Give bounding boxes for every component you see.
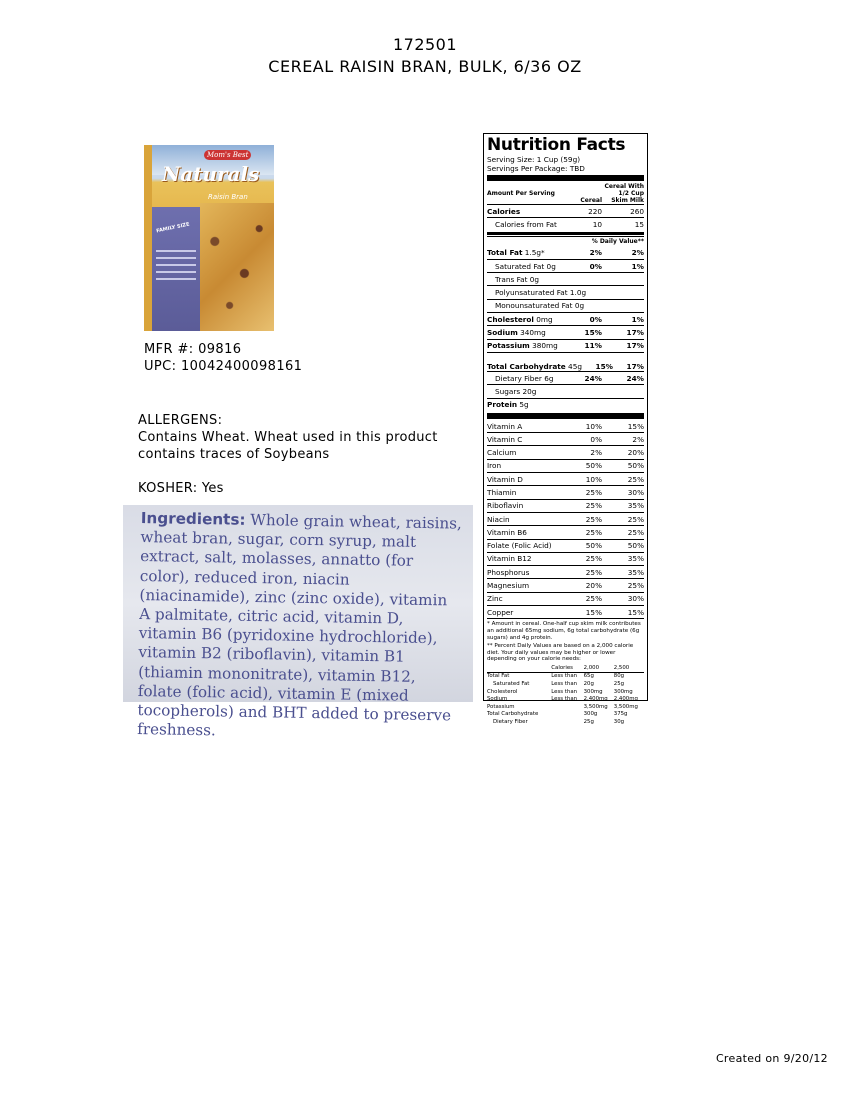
- box-badge: FAMILY SIZE: [155, 221, 191, 235]
- nutrient-name: Sugars 20g: [495, 386, 537, 396]
- nutrient-dv-milk: 17%: [626, 328, 644, 338]
- dv-table-cell: Less than: [551, 673, 578, 680]
- vitamin-name: Vitamin B6: [487, 527, 527, 537]
- vitamin-row: [487, 592, 644, 605]
- col-milk: Cereal With 1/2 Cup Skim Milk: [604, 183, 644, 204]
- nutrient-row: [487, 384, 644, 397]
- allergens-label: ALLERGENS:: [138, 413, 223, 428]
- vitamin-name: Folate (Folic Acid): [487, 541, 552, 551]
- box-variety: Raisin Bran: [208, 193, 248, 201]
- dv-table-row: [487, 665, 644, 673]
- nutrient-row: [487, 398, 644, 411]
- vitamin-name: Vitamin B12: [487, 554, 532, 564]
- dv-table-cell: 2,400mg: [613, 696, 638, 703]
- dv-table-cell: Less than: [551, 696, 578, 703]
- vitamin-dv-cereal: 25%: [585, 554, 602, 564]
- nutrient-row: [487, 371, 644, 384]
- vitamin-row: [487, 578, 644, 591]
- daily-value-table: [487, 665, 644, 727]
- dv-table-row: [487, 681, 644, 689]
- vitamin-dv-milk: 50%: [627, 461, 644, 471]
- dv-table-row: [487, 696, 644, 704]
- vitamin-dv-milk: 15%: [627, 607, 644, 617]
- vitamin-dv-milk: 35%: [627, 567, 644, 577]
- vitamin-name: Riboflavin: [487, 501, 524, 511]
- vitamin-name: Phosphorus: [487, 567, 530, 577]
- dv-table-cell: Potassium: [487, 703, 515, 710]
- vitamin-dv-cereal: 50%: [585, 541, 602, 551]
- vitamin-dv-cereal: 15%: [585, 607, 602, 617]
- dv-table-cell: Total Fat: [487, 673, 510, 680]
- vitamin-list: [487, 420, 644, 618]
- nutrient-name: Sodium 340mg: [487, 328, 546, 338]
- vitamin-dv-cereal: 25%: [585, 487, 602, 497]
- vitamin-dv-milk: 35%: [627, 554, 644, 564]
- dv-table-cell: Calories: [551, 665, 583, 673]
- dv-table-row: [487, 711, 644, 719]
- dv-table-cell: [551, 711, 583, 719]
- dv-table-cell: 20g: [583, 681, 594, 688]
- dv-table-cell: [551, 704, 583, 712]
- nutrient-name: Trans Fat 0g: [495, 274, 540, 284]
- vitamin-row: [487, 485, 644, 498]
- ingredients-block: [137, 509, 463, 745]
- vitamin-name: Niacin: [487, 514, 510, 524]
- vitamin-dv-cereal: 20%: [585, 581, 602, 591]
- nutrient-list: [487, 247, 644, 411]
- dv-table-cell: 30g: [613, 719, 625, 726]
- vitamin-row: [487, 512, 644, 525]
- vitamin-dv-cereal: 25%: [585, 514, 602, 524]
- nutrient-row: [487, 247, 644, 259]
- nutrition-title: Nutrition Facts: [487, 135, 626, 155]
- nutrient-row: [487, 299, 644, 312]
- upc-code: UPC: 10042400098161: [144, 359, 303, 374]
- nutrient-dv-cereal: 0%: [589, 314, 602, 324]
- box-brand-logo: Mom's Best: [204, 150, 251, 160]
- dv-table-cell: Saturated Fat: [493, 681, 530, 688]
- dv-table-cell: [487, 665, 551, 673]
- col-amount: Amount Per Serving: [487, 190, 555, 197]
- dv-table-row: [487, 673, 644, 681]
- created-date: Created on 9/20/12: [715, 1052, 828, 1065]
- dv-table-cell: 65g: [583, 673, 594, 680]
- vitamin-name: Calcium: [487, 448, 517, 458]
- dv-table-cell: [551, 719, 583, 727]
- vitamin-row: [487, 539, 644, 552]
- vitamin-dv-cereal: 2%: [590, 448, 602, 458]
- nutrient-name: Monounsaturated Fat 0g: [495, 301, 585, 311]
- nutrient-name: Potassium 380mg: [487, 341, 558, 351]
- product-title: CEREAL RAISIN BRAN, BULK, 6/36 OZ: [268, 57, 582, 76]
- vitamin-dv-cereal: 0%: [590, 434, 602, 444]
- vitamin-name: Thiamin: [487, 487, 517, 497]
- nutrient-dv-milk: 1%: [631, 314, 644, 324]
- dv-table-cell: 2,500: [614, 665, 644, 673]
- ingredients-label: Ingredients:: [140, 509, 246, 529]
- nutrient-dv-cereal: 15%: [584, 328, 602, 338]
- vitamin-dv-cereal: 50%: [585, 461, 602, 471]
- dv-table-cell: 3,500mg: [613, 703, 638, 710]
- vitamin-dv-milk: 25%: [627, 474, 644, 484]
- footnote-2: ** Percent Daily Values are based on a 2,000 calorie diet. Your daily values may be higher or lower depending on your calorie needs:: [487, 643, 634, 663]
- vitamin-dv-cereal: 25%: [585, 567, 602, 577]
- vitamin-name: Vitamin A: [487, 421, 523, 431]
- nutrient-name: Total Carbohydrate 45g: [487, 361, 582, 371]
- dv-table-cell: Less than: [551, 688, 578, 695]
- nutrition-facts-panel: [483, 133, 648, 726]
- dv-table-row: [487, 719, 644, 727]
- vitamin-name: Copper: [487, 607, 514, 617]
- nutrient-row: [487, 352, 644, 371]
- nutrient-dv-milk: 17%: [626, 361, 644, 371]
- nutrient-dv-milk: 2%: [631, 248, 644, 258]
- serving-size: Serving Size: 1 Cup (59g): [487, 155, 581, 164]
- col-cereal: Cereal: [580, 197, 602, 204]
- nutrient-row: [487, 272, 644, 285]
- item-number: 172501: [392, 35, 458, 54]
- daily-value-header: % Daily Value**: [487, 236, 644, 247]
- ingredients-photo: [123, 505, 473, 740]
- vitamin-name: Iron: [487, 461, 502, 471]
- vitamin-dv-cereal: 25%: [585, 501, 602, 511]
- vitamin-name: Vitamin D: [487, 474, 523, 484]
- nutrient-row: [487, 312, 644, 325]
- dv-table-cell: 2,000: [584, 665, 614, 673]
- vitamin-dv-milk: 30%: [627, 487, 644, 497]
- vitamin-dv-milk: 50%: [627, 541, 644, 551]
- column-header: [487, 182, 644, 204]
- dv-table-cell: Cholesterol: [487, 688, 518, 695]
- vitamin-row: [487, 420, 644, 432]
- vitamin-row: [487, 565, 644, 578]
- dv-table-cell: Sodium: [487, 696, 508, 703]
- nutrient-name: Polyunsaturated Fat 1.0g: [495, 288, 587, 298]
- nutrient-dv-cereal: 11%: [584, 341, 602, 351]
- vitamin-dv-milk: 25%: [627, 581, 644, 591]
- nutrient-row: [487, 285, 644, 298]
- vitamin-dv-cereal: 10%: [585, 474, 602, 484]
- vitamin-row: [487, 605, 644, 618]
- kosher-status: KOSHER: Yes: [138, 481, 224, 496]
- footnote-1: * Amount in cereal. One-half cup skim milk contributes an additional 65mg sodium, 6g total carbohydrate (6g sugars) and 4g protein.: [487, 621, 641, 641]
- dv-table-cell: 25g: [613, 681, 625, 688]
- vitamin-dv-cereal: 10%: [585, 421, 602, 431]
- nutrient-name: Saturated Fat 0g: [495, 261, 556, 271]
- mfr-number: MFR #: 09816: [144, 342, 242, 357]
- footnotes: [487, 621, 644, 663]
- nutrient-row: [487, 259, 644, 272]
- dv-table-row: [487, 689, 644, 697]
- dv-table-cell: 3,500mg: [583, 703, 608, 710]
- vitamin-name: Zinc: [487, 594, 503, 604]
- vitamin-row: [487, 472, 644, 485]
- nutrient-dv-cereal: 15%: [595, 361, 613, 371]
- product-box-image: [144, 145, 274, 331]
- dv-table-cell: Dietary Fiber: [493, 719, 528, 726]
- dv-table-cell: 300mg: [613, 688, 633, 695]
- vitamin-dv-milk: 25%: [627, 527, 644, 537]
- vitamin-row: [487, 552, 644, 565]
- dv-table-cell: 80g: [613, 673, 625, 680]
- nutrient-dv-cereal: 2%: [589, 248, 602, 258]
- dv-table-cell: Less than: [551, 681, 578, 688]
- servings-per-package: Servings Per Package: TBD: [487, 164, 585, 173]
- dv-table-cell: 300g: [583, 711, 598, 718]
- dv-table-cell: 375g: [613, 711, 628, 718]
- dv-table-row: [487, 704, 644, 712]
- nutrient-dv-milk: 17%: [626, 341, 644, 351]
- vitamin-row: [487, 499, 644, 512]
- dv-table-cell: Total Carbohydrate: [487, 711, 539, 718]
- vitamin-dv-milk: 15%: [627, 421, 644, 431]
- vitamin-dv-cereal: 25%: [585, 527, 602, 537]
- vitamin-dv-milk: 35%: [627, 501, 644, 511]
- vitamin-row: [487, 525, 644, 538]
- nutrient-name: Cholesterol 0mg: [487, 314, 553, 324]
- vitamin-name: Magnesium: [487, 581, 530, 591]
- vitamin-row: [487, 445, 644, 458]
- vitamin-row: [487, 459, 644, 472]
- nutrient-dv-milk: 24%: [626, 373, 644, 383]
- nutrient-name: Dietary Fiber 6g: [495, 373, 554, 383]
- vitamin-dv-milk: 2%: [632, 434, 644, 444]
- vitamin-dv-milk: 25%: [627, 514, 644, 524]
- nutrient-dv-cereal: 0%: [589, 261, 602, 271]
- vitamin-row: [487, 432, 644, 445]
- nutrient-name: Total Fat 1.5g*: [487, 248, 545, 258]
- dv-table-cell: 300mg: [583, 688, 603, 695]
- calories-row: Calories 220 260: [487, 204, 644, 217]
- nutrient-name: Protein 5g: [487, 400, 529, 410]
- ingredients-text: Whole grain wheat, raisins, wheat bran, sugar, corn syrup, malt extract, salt, molasses, annatto (for color), reduced iron, niacin (niacinamide), zinc (zinc oxide), vitamin A palmitate, citric acid, vitamin D, vitamin B6 (pyridoxine hydrochloride), vitamin B2 (riboflavin), vitamin B1 (thiamin mononitrate), vitamin B12, folate (folic acid), vitamin E (mixed tocopherols) and BHT added to preserve freshness.: [136, 510, 463, 740]
- nutrient-row: [487, 339, 644, 352]
- vitamin-dv-milk: 30%: [627, 594, 644, 604]
- box-name: Naturals: [162, 162, 260, 186]
- vitamin-dv-milk: 20%: [627, 448, 644, 458]
- calories-fat-row: Calories from Fat 10 15: [487, 217, 644, 230]
- nutrient-dv-milk: 1%: [631, 261, 644, 271]
- nutrient-dv-cereal: 24%: [584, 373, 602, 383]
- nutrient-row: [487, 325, 644, 338]
- allergens-text: Contains Wheat. Wheat used in this product contains traces of Soybeans: [138, 430, 438, 462]
- dv-table-cell: 2,400mg: [583, 696, 608, 703]
- dv-table-cell: 25g: [583, 719, 594, 726]
- vitamin-dv-cereal: 25%: [585, 594, 602, 604]
- vitamin-name: Vitamin C: [487, 434, 523, 444]
